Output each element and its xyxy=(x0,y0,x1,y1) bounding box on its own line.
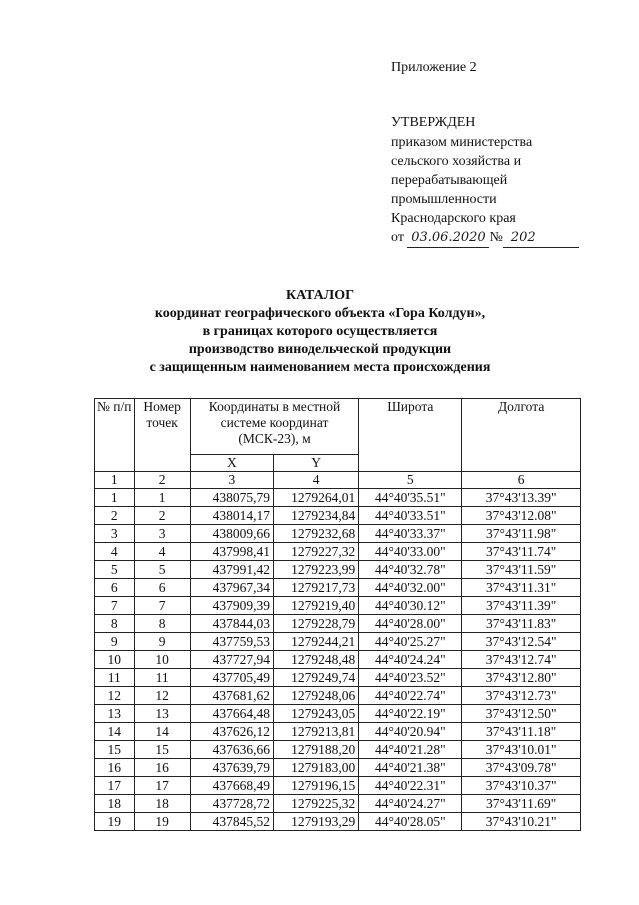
table-row xyxy=(95,597,581,615)
coord-y-cell: 1279223,99 xyxy=(273,561,358,579)
header-point: Номер точек xyxy=(134,399,190,472)
row-number-cell: 1 xyxy=(95,489,135,507)
column-number: 5 xyxy=(359,472,462,489)
coord-y-cell: 1279219,40 xyxy=(273,597,358,615)
point-number-cell: 13 xyxy=(134,705,190,723)
row-number-cell: 9 xyxy=(95,633,135,651)
point-number-cell: 5 xyxy=(134,561,190,579)
longitude-cell: 37°43'11.98" xyxy=(462,525,581,543)
coord-x-cell: 438014,17 xyxy=(190,507,273,525)
row-number-cell: 3 xyxy=(95,525,135,543)
coord-x-cell: 437991,42 xyxy=(190,561,273,579)
latitude-cell: 44°40'32.00" xyxy=(359,579,462,597)
table-row xyxy=(95,705,581,723)
point-number-cell: 7 xyxy=(134,597,190,615)
latitude-cell: 44°40'22.19" xyxy=(359,705,462,723)
coord-y-cell: 1279228,79 xyxy=(273,615,358,633)
latitude-cell: 44°40'24.27" xyxy=(359,795,462,813)
approval-line: сельского хозяйства и xyxy=(391,154,522,169)
longitude-cell: 37°43'11.69" xyxy=(462,795,581,813)
point-number-cell: 8 xyxy=(134,615,190,633)
table-row xyxy=(95,651,581,669)
latitude-cell: 44°40'24.24" xyxy=(359,651,462,669)
longitude-cell: 37°43'11.83" xyxy=(462,615,581,633)
title-line-4: производство винодельческой продукции xyxy=(188,342,452,357)
point-number-cell: 17 xyxy=(134,777,190,795)
header-number: № п/п xyxy=(95,399,135,472)
table-row xyxy=(95,561,581,579)
coord-x-cell: 437759,53 xyxy=(190,633,273,651)
column-number: 6 xyxy=(462,472,581,489)
row-number-cell: 10 xyxy=(95,651,135,669)
point-number-cell: 18 xyxy=(134,795,190,813)
catalog-title xyxy=(120,287,520,377)
point-number-cell: 12 xyxy=(134,687,190,705)
title-line-2: координат географического объекта «Гора Колдун», xyxy=(154,306,486,321)
coord-y-cell: 1279249,74 xyxy=(273,669,358,687)
header-y: Y xyxy=(273,455,358,472)
longitude-cell: 37°43'10.21" xyxy=(462,813,581,831)
approval-line: перерабатывающей xyxy=(391,173,508,188)
coord-x-cell: 437639,79 xyxy=(190,759,273,777)
point-number-cell: 10 xyxy=(134,651,190,669)
longitude-cell: 37°43'10.37" xyxy=(462,777,581,795)
table-row xyxy=(95,759,581,777)
latitude-cell: 44°40'23.52" xyxy=(359,669,462,687)
coord-y-cell: 1279183,00 xyxy=(273,759,358,777)
coord-y-cell: 1279244,21 xyxy=(273,633,358,651)
table-body xyxy=(95,489,581,831)
point-number-cell: 16 xyxy=(134,759,190,777)
longitude-cell: 37°43'12.50" xyxy=(462,705,581,723)
column-number: 4 xyxy=(273,472,358,489)
header-latitude: Широта xyxy=(359,399,462,472)
table-row xyxy=(95,489,581,507)
approval-date-row xyxy=(391,228,611,248)
latitude-cell: 44°40'28.00" xyxy=(359,615,462,633)
longitude-cell: 37°43'12.74" xyxy=(462,651,581,669)
latitude-cell: 44°40'21.38" xyxy=(359,759,462,777)
table-row xyxy=(95,525,581,543)
row-number-cell: 5 xyxy=(95,561,135,579)
longitude-cell: 37°43'11.39" xyxy=(462,597,581,615)
coord-y-cell: 1279213,81 xyxy=(273,723,358,741)
table-row xyxy=(95,723,581,741)
table-row xyxy=(95,633,581,651)
coord-y-cell: 1279227,32 xyxy=(273,543,358,561)
point-number-cell: 6 xyxy=(134,579,190,597)
table-row xyxy=(95,579,581,597)
latitude-cell: 44°40'22.31" xyxy=(359,777,462,795)
row-number-cell: 2 xyxy=(95,507,135,525)
approval-line: Краснодарского края xyxy=(391,211,516,226)
row-number-cell: 17 xyxy=(95,777,135,795)
coord-y-cell: 1279264,01 xyxy=(273,489,358,507)
coord-x-cell: 438009,66 xyxy=(190,525,273,543)
approval-line: промышленности xyxy=(391,192,497,207)
point-number-cell: 15 xyxy=(134,741,190,759)
coord-y-cell: 1279193,29 xyxy=(273,813,358,831)
coord-y-cell: 1279248,48 xyxy=(273,651,358,669)
handwritten-number: 202 xyxy=(503,228,579,248)
row-number-cell: 4 xyxy=(95,543,135,561)
latitude-cell: 44°40'33.51" xyxy=(359,507,462,525)
table-row xyxy=(95,795,581,813)
column-number: 2 xyxy=(134,472,190,489)
latitude-cell: 44°40'20.94" xyxy=(359,723,462,741)
point-number-cell: 11 xyxy=(134,669,190,687)
longitude-cell: 37°43'12.54" xyxy=(462,633,581,651)
approval-line: приказом министерства xyxy=(391,135,533,150)
row-number-cell: 11 xyxy=(95,669,135,687)
longitude-cell: 37°43'11.31" xyxy=(462,579,581,597)
coord-x-cell: 437626,12 xyxy=(190,723,273,741)
point-number-cell: 3 xyxy=(134,525,190,543)
latitude-cell: 44°40'33.37" xyxy=(359,525,462,543)
table-row xyxy=(95,813,581,831)
appendix-label: Приложение 2 xyxy=(391,60,477,75)
longitude-cell: 37°43'13.39" xyxy=(462,489,581,507)
point-number-cell: 4 xyxy=(134,543,190,561)
longitude-cell: 37°43'12.80" xyxy=(462,669,581,687)
row-number-cell: 18 xyxy=(95,795,135,813)
title-line-5: с защищенным наименованием места происхождения xyxy=(149,360,491,375)
table-row xyxy=(95,741,581,759)
header-coords: Координаты в местной системе координат (МСК-23), м xyxy=(190,399,359,455)
table-row xyxy=(95,507,581,525)
coord-x-cell: 437727,94 xyxy=(190,651,273,669)
table-row xyxy=(95,687,581,705)
table-row xyxy=(95,543,581,561)
coord-y-cell: 1279225,32 xyxy=(273,795,358,813)
longitude-cell: 37°43'11.74" xyxy=(462,543,581,561)
row-number-cell: 7 xyxy=(95,597,135,615)
number-prefix: № xyxy=(489,230,503,245)
latitude-cell: 44°40'30.12" xyxy=(359,597,462,615)
coordinates-table xyxy=(94,398,581,831)
header-longitude: Долгота xyxy=(462,399,581,472)
coord-y-cell: 1279234,84 xyxy=(273,507,358,525)
longitude-cell: 37°43'09.78" xyxy=(462,759,581,777)
coord-x-cell: 437844,03 xyxy=(190,615,273,633)
coord-x-cell: 437845,52 xyxy=(190,813,273,831)
longitude-cell: 37°43'11.59" xyxy=(462,561,581,579)
row-number-cell: 8 xyxy=(95,615,135,633)
row-number-cell: 15 xyxy=(95,741,135,759)
point-number-cell: 2 xyxy=(134,507,190,525)
coord-x-cell: 437668,49 xyxy=(190,777,273,795)
coord-x-cell: 437998,41 xyxy=(190,543,273,561)
title-line-3: в границах которого осуществляется xyxy=(202,324,438,339)
coord-y-cell: 1279232,68 xyxy=(273,525,358,543)
coord-x-cell: 437664,48 xyxy=(190,705,273,723)
point-number-cell: 9 xyxy=(134,633,190,651)
coord-x-cell: 437967,34 xyxy=(190,579,273,597)
coord-y-cell: 1279248,06 xyxy=(273,687,358,705)
table-row xyxy=(95,615,581,633)
column-number: 3 xyxy=(190,472,273,489)
coord-x-cell: 437681,62 xyxy=(190,687,273,705)
header-x: X xyxy=(190,455,273,472)
row-number-cell: 13 xyxy=(95,705,135,723)
coord-x-cell: 437909,39 xyxy=(190,597,273,615)
coord-x-cell: 437728,72 xyxy=(190,795,273,813)
row-number-cell: 16 xyxy=(95,759,135,777)
point-number-cell: 19 xyxy=(134,813,190,831)
date-prefix: от xyxy=(391,230,404,245)
latitude-cell: 44°40'33.00" xyxy=(359,543,462,561)
handwritten-date: 03.06.2020 xyxy=(407,228,489,248)
coord-x-cell: 437705,49 xyxy=(190,669,273,687)
latitude-cell: 44°40'28.05" xyxy=(359,813,462,831)
coord-y-cell: 1279217,73 xyxy=(273,579,358,597)
row-number-cell: 12 xyxy=(95,687,135,705)
coord-y-cell: 1279243,05 xyxy=(273,705,358,723)
longitude-cell: 37°43'12.08" xyxy=(462,507,581,525)
coord-y-cell: 1279196,15 xyxy=(273,777,358,795)
latitude-cell: 44°40'35.51" xyxy=(359,489,462,507)
title-line-1: КАТАЛОГ xyxy=(285,288,354,303)
point-number-cell: 14 xyxy=(134,723,190,741)
latitude-cell: 44°40'21.28" xyxy=(359,741,462,759)
longitude-cell: 37°43'12.73" xyxy=(462,687,581,705)
coord-y-cell: 1279188,20 xyxy=(273,741,358,759)
longitude-cell: 37°43'11.18" xyxy=(462,723,581,741)
latitude-cell: 44°40'22.74" xyxy=(359,687,462,705)
table-row xyxy=(95,669,581,687)
point-number-cell: 1 xyxy=(134,489,190,507)
coord-x-cell: 437636,66 xyxy=(190,741,273,759)
row-number-cell: 6 xyxy=(95,579,135,597)
approval-block xyxy=(391,113,611,248)
latitude-cell: 44°40'32.78" xyxy=(359,561,462,579)
table-row xyxy=(95,777,581,795)
column-number: 1 xyxy=(95,472,135,489)
latitude-cell: 44°40'25.27" xyxy=(359,633,462,651)
coord-x-cell: 438075,79 xyxy=(190,489,273,507)
longitude-cell: 37°43'10.01" xyxy=(462,741,581,759)
approval-heading: УТВЕРЖДЕН xyxy=(391,115,476,130)
row-number-cell: 14 xyxy=(95,723,135,741)
row-number-cell: 19 xyxy=(95,813,135,831)
